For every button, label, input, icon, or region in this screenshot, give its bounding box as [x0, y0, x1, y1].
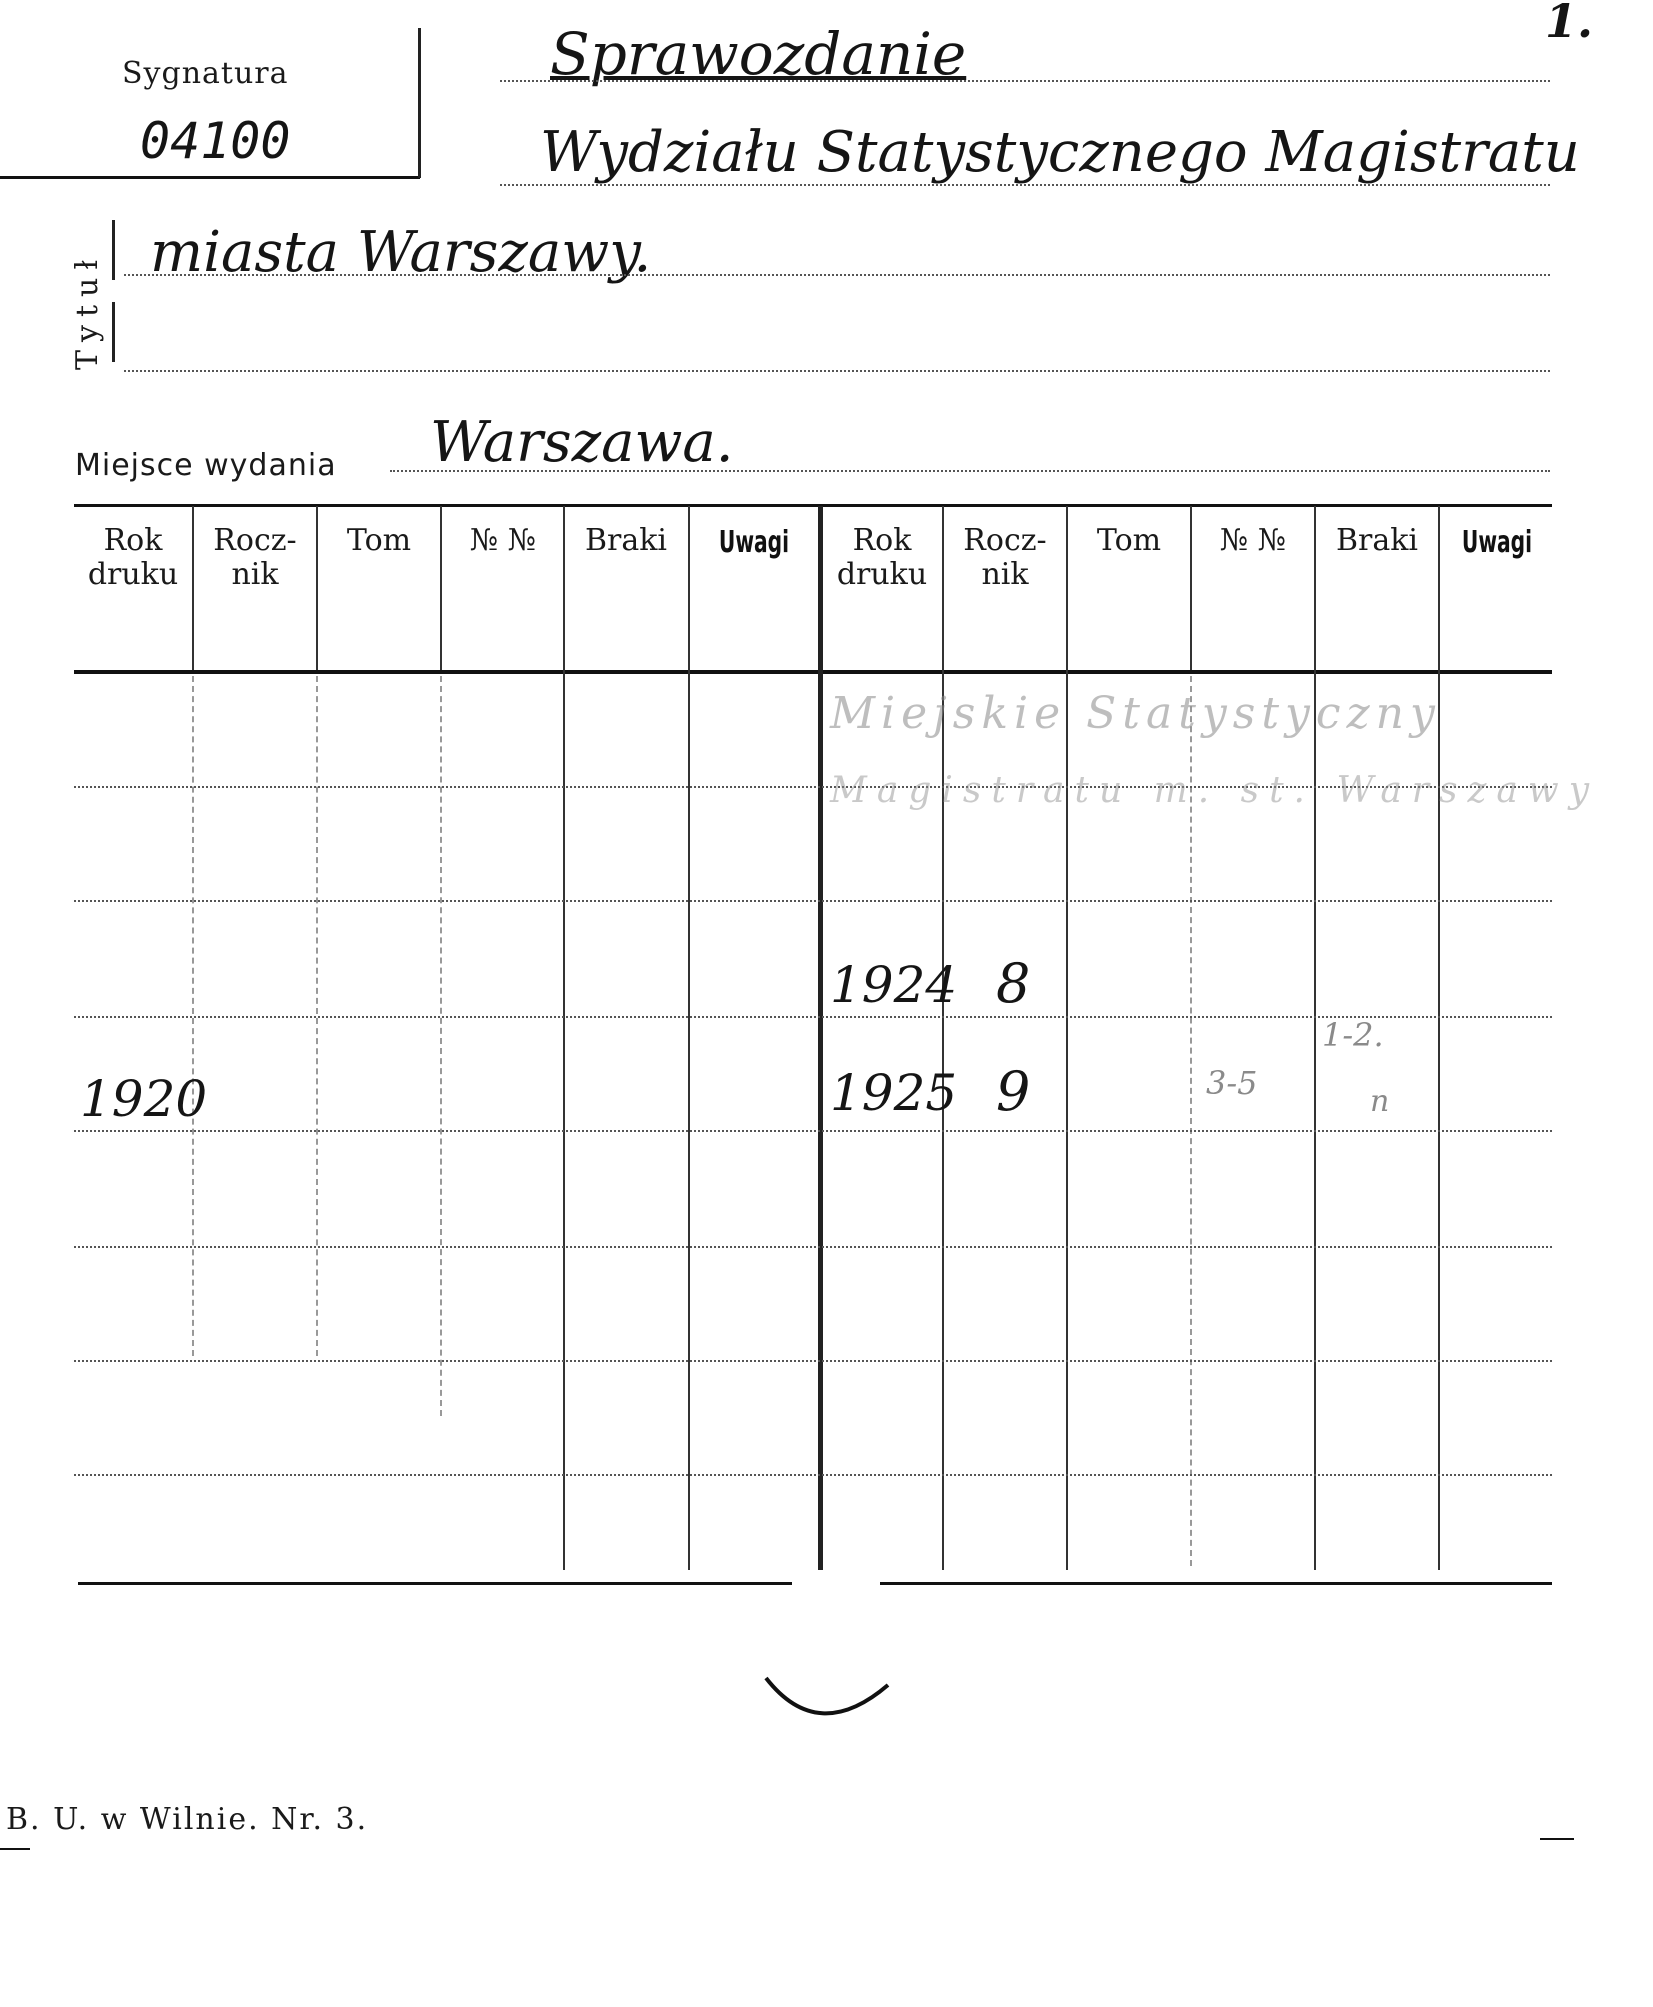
page-mark: 1. — [1545, 0, 1594, 48]
row-dotline-2 — [74, 900, 1552, 902]
right-col-divider-4 — [1314, 506, 1316, 1570]
footer-mark-left — [0, 1848, 30, 1850]
place-dotline — [390, 470, 1550, 472]
table-bottom-rule-right — [880, 1582, 1552, 1585]
table-top-rule — [74, 504, 1552, 507]
right-entry-1-rok: 1924 — [830, 956, 958, 1014]
title-dotline-1 — [500, 80, 1550, 82]
right-entry-2-rok: 1925 — [830, 1064, 958, 1122]
col-header-uwagi-right: Uwagi — [1461, 525, 1533, 560]
right-col-divider-5 — [1438, 506, 1440, 1570]
col-header-braki-left: Braki — [584, 523, 668, 558]
right-entry-2-numery: 3-5 — [1206, 1064, 1258, 1102]
title-line-3: miasta Warszawy. — [150, 220, 652, 285]
left-col-divider-2 — [316, 506, 318, 670]
right-entry-1-rocznik: 8 — [996, 952, 1031, 1015]
col-header-rok-right: Rok druku — [836, 523, 928, 592]
left-col-divider-5 — [688, 506, 690, 1570]
right-entry-2-braki: 1-2. — [1322, 1016, 1384, 1054]
right-col-divider-3 — [1190, 506, 1192, 670]
title-bracket-1 — [112, 220, 115, 280]
footer-mark-right — [1540, 1838, 1574, 1840]
left-entry-rok: 1920 — [80, 1070, 208, 1128]
signature-value: 04100 — [140, 112, 291, 170]
col-header-uwagi-left: Uwagi — [718, 525, 790, 560]
place-value: Warszawa. — [430, 410, 734, 475]
title-dotline-4 — [124, 370, 1550, 372]
table-bottom-rule-left — [78, 1582, 792, 1585]
col-header-tom-right: Tom — [1096, 523, 1162, 558]
right-entry-2-rocznik: 9 — [996, 1060, 1031, 1123]
table-header-rule — [74, 670, 1552, 674]
signature-box-bottom — [0, 176, 420, 179]
signature-label: Sygnatura — [122, 56, 289, 91]
right-braki-extra: n — [1370, 1084, 1390, 1119]
row-dotline-5 — [74, 1246, 1552, 1248]
title-dotline-3 — [124, 274, 1550, 276]
col-header-numery-left: № № — [469, 523, 537, 558]
col-header-rok-left: Rok druku — [87, 523, 179, 592]
place-label: Miejsce wydania — [75, 448, 337, 483]
title-bracket-2 — [112, 302, 115, 362]
col-header-rocznik-right: Rocz- nik — [963, 523, 1047, 592]
row-dotline-4 — [74, 1130, 1552, 1132]
left-col-divider-4 — [563, 506, 565, 1570]
row-dotline-6 — [74, 1360, 1552, 1362]
left-col-divider-3 — [440, 506, 442, 670]
row-dotline-7 — [74, 1474, 1552, 1476]
right-col-divider-1 — [942, 506, 944, 1570]
right-faint-note-2: Magistratu m. st. Warszawy — [830, 770, 1600, 811]
footer-text: B. U. w Wilnie. Nr. 3. — [6, 1802, 369, 1837]
table-center-divider — [818, 506, 823, 1570]
right-col-divider-2 — [1066, 506, 1068, 1570]
col-header-numery-right: № № — [1219, 523, 1287, 558]
title-label: Tytuł — [70, 251, 105, 370]
right-faint-note-1: Miejskie Statystyczny — [830, 688, 1441, 739]
title-line-1: Sprawozdanie — [550, 20, 967, 88]
col-header-tom-left: Tom — [346, 523, 412, 558]
title-dotline-2 — [500, 184, 1550, 186]
col-header-braki-right: Braki — [1335, 523, 1419, 558]
decorative-curve — [758, 1660, 898, 1740]
signature-box-divider — [418, 28, 421, 178]
title-line-2: Wydziału Statystycznego Magistratu — [540, 120, 1580, 185]
col-header-rocznik-left: Rocz- nik — [213, 523, 297, 592]
left-col-divider-1 — [192, 506, 194, 670]
